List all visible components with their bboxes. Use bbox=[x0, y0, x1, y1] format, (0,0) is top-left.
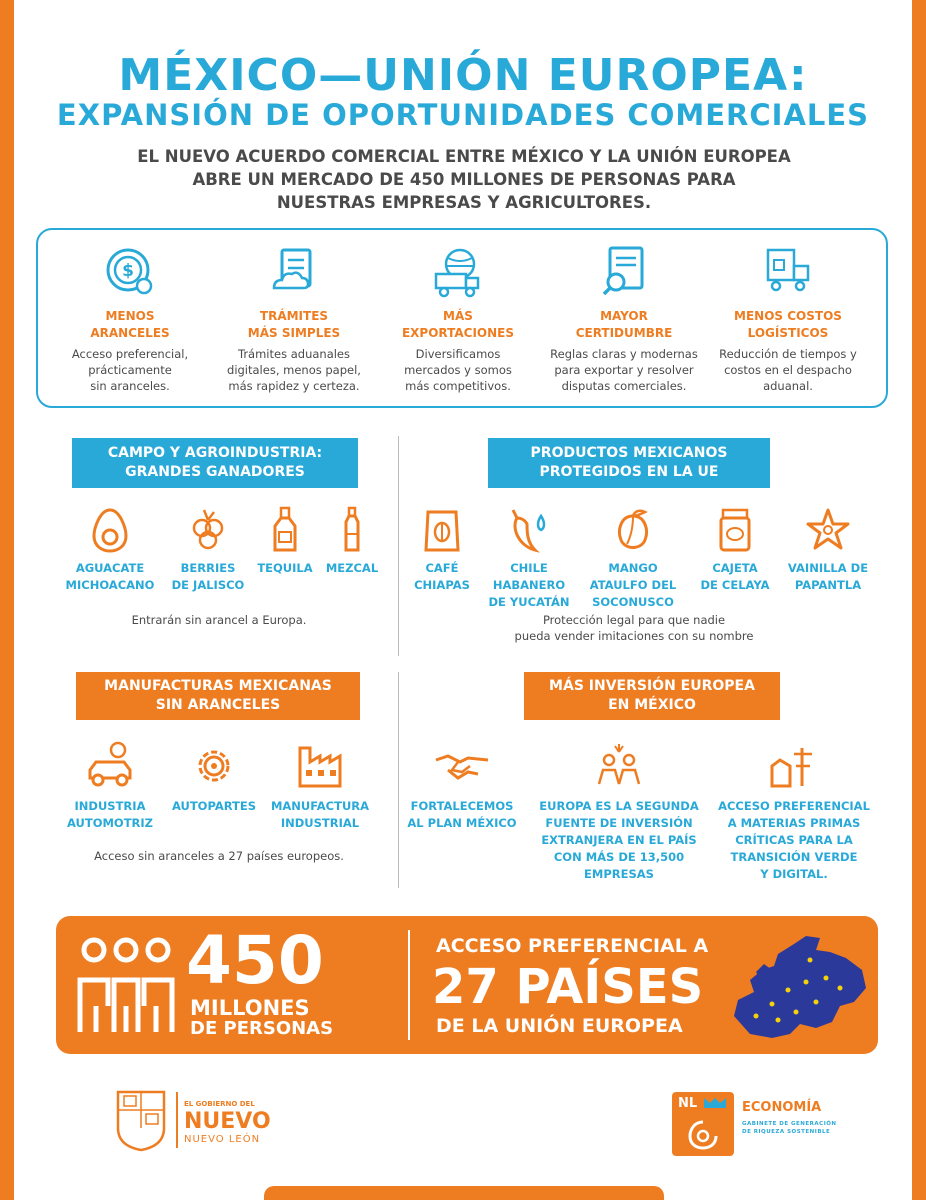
crown-icon bbox=[702, 1096, 728, 1110]
footer bbox=[14, 1060, 912, 1200]
productos-note: Protección legal para que nadie pueda vender imitaciones con su nombre bbox=[514, 613, 754, 643]
factory-icon bbox=[294, 740, 346, 792]
gob-small-label: EL GOBIERNO DEL bbox=[184, 1100, 255, 1108]
campo-item-tequila: TEQUILA bbox=[254, 506, 316, 577]
gob-nl-label: NUEVO LEÓN bbox=[184, 1134, 261, 1145]
population-millions: MILLONES bbox=[190, 996, 310, 1020]
manufacturas-note: Acceso sin aranceles a 27 países europeos. bbox=[94, 849, 344, 863]
handshake-icon bbox=[434, 742, 490, 792]
chili-pepper-icon bbox=[505, 506, 553, 554]
manufacturas-heading: MANUFACTURAS MEXICANAS SIN ARANCELES bbox=[76, 672, 360, 720]
access-label: ACCESO PREFERENCIAL A bbox=[436, 935, 709, 957]
gob-nuevo-label: NUEVO bbox=[184, 1109, 271, 1134]
cajeta-jar-icon bbox=[711, 506, 759, 554]
productos-item-cafe: CAFÉ CHIAPAS bbox=[404, 506, 480, 594]
svg-text:$: $ bbox=[122, 261, 134, 281]
section-divider bbox=[398, 672, 399, 888]
mango-icon bbox=[609, 506, 657, 554]
campo-item-mezcal: MEZCAL bbox=[316, 506, 388, 577]
population-number: 450 bbox=[186, 922, 324, 999]
team-investment-icon bbox=[591, 742, 647, 792]
campo-item-berries: BERRIES DE JALISCO bbox=[160, 506, 256, 594]
economia-label: ECONOMÍA bbox=[742, 1100, 822, 1115]
population-people: DE PERSONAS bbox=[190, 1018, 334, 1039]
benefit-exportaciones: MÁS EXPORTACIONES Diversificamos mercados y somos más competitivos. bbox=[378, 244, 538, 394]
europe-map-icon bbox=[716, 930, 872, 1042]
productos-item-chile: CHILE HABANERO DE YUCATÁN bbox=[474, 506, 584, 611]
campo-heading: CAMPO Y AGROINDUSTRIA: GRANDES GANADORES bbox=[72, 438, 358, 488]
nuevo-leon-shield-icon bbox=[114, 1088, 168, 1152]
infographic bbox=[14, 0, 912, 1200]
document-magnifier-icon bbox=[596, 244, 652, 300]
people-group-icon bbox=[76, 936, 176, 1036]
intro-text: EL NUEVO ACUERDO COMERCIAL ENTRE MÉXICO Y LA UNIÓN EUROPEA ABRE UN MERCADO DE 450 MILLONES DE PERSONAS PARA NUESTRAS EMPRESAS Y AGRICULTORES. bbox=[137, 147, 791, 212]
mezcal-bottle-icon bbox=[328, 506, 376, 554]
productos-item-mango: MANGO ATAULFO DEL SOCONUSCO bbox=[580, 506, 686, 611]
manufacturas-item-automotriz: INDUSTRIA AUTOMOTRIZ bbox=[60, 740, 160, 832]
campo-item-aguacate: AGUACATE MICHOACANO bbox=[60, 506, 160, 594]
inversion-item-segunda-fuente: EUROPA ES LA SEGUNDA FUENTE DE INVERSIÓN EXTRANJERA EN EL PAÍS CON MÁS DE 13,500 EMPRESAS bbox=[522, 742, 716, 883]
page-title: MÉXICO—UNIÓN EUROPEA: bbox=[118, 50, 808, 101]
benefit-menos-aranceles: $ MENOS ARANCELES Acceso preferencial, prácticamente sin aranceles. bbox=[50, 244, 210, 394]
banner-divider bbox=[408, 930, 410, 1040]
coffee-bag-icon bbox=[418, 506, 466, 554]
page-subtitle: EXPANSIÓN DE OPORTUNIDADES COMERCIALES bbox=[56, 98, 870, 132]
union-label: DE LA UNIÓN EUROPEA bbox=[436, 1015, 683, 1037]
inversion-heading: MÁS INVERSIÓN EUROPEA EN MÉXICO bbox=[524, 672, 780, 720]
productos-heading: PRODUCTOS MEXICANOS PROTEGIDOS EN LA UE bbox=[488, 438, 770, 488]
berries-icon bbox=[184, 506, 232, 554]
manufacturas-item-autopartes: AUTOPARTES bbox=[164, 740, 264, 815]
vanilla-flower-icon bbox=[804, 506, 852, 554]
tequila-bottle-icon bbox=[261, 506, 309, 554]
campo-note: Entrarán sin arancel a Europa. bbox=[131, 613, 307, 627]
countries-count: 27 PAÍSES bbox=[432, 959, 704, 1015]
productos-item-vainilla: VAINILLA DE PAPANTLA bbox=[780, 506, 876, 594]
raw-materials-icon bbox=[766, 742, 822, 792]
avocado-icon bbox=[86, 506, 134, 554]
section-divider bbox=[398, 436, 399, 656]
bottom-accent bbox=[264, 1186, 664, 1200]
benefits-panel bbox=[36, 228, 888, 408]
logistics-truck-icon bbox=[760, 244, 816, 300]
dollar-coin-icon bbox=[102, 244, 158, 300]
gear-parts-icon bbox=[188, 740, 240, 792]
economia-symbol-icon bbox=[686, 1118, 720, 1152]
manufacturas-item-industrial: MANUFACTURA INDUSTRIAL bbox=[266, 740, 374, 832]
globe-truck-icon bbox=[430, 244, 486, 300]
footer-divider bbox=[176, 1092, 178, 1148]
benefit-tramites: TRÁMITES MÁS SIMPLES Trámites aduanales digitales, menos papel, más rapidez y certeza. bbox=[214, 244, 374, 394]
productos-item-cajeta: CAJETA DE CELAYA bbox=[690, 506, 780, 594]
benefit-certidumbre: MAYOR CERTIDUMBRE Reglas claras y modernas para exportar y resolver disputas comerciales. bbox=[544, 244, 704, 394]
documents-cloud-icon bbox=[266, 244, 322, 300]
car-wrench-icon bbox=[84, 740, 136, 792]
inversion-item-plan-mexico: FORTALECEMOS AL PLAN MÉXICO bbox=[406, 742, 518, 832]
benefit-costos-logisticos: MENOS COSTOS LOGÍSTICOS Reducción de tiempos y costos en el despacho aduanal. bbox=[708, 244, 868, 394]
inversion-item-materias-primas: ACCESO PREFERENCIAL A MATERIAS PRIMAS CRÍTICAS PARA LA TRANSICIÓN VERDE Y DIGITAL. bbox=[714, 742, 874, 883]
stats-banner bbox=[56, 916, 878, 1054]
economia-subtitle: GABINETE DE GENERACIÓN DE RIQUEZA SOSTENIBLE bbox=[742, 1121, 837, 1135]
economia-badge: NL bbox=[672, 1092, 734, 1156]
